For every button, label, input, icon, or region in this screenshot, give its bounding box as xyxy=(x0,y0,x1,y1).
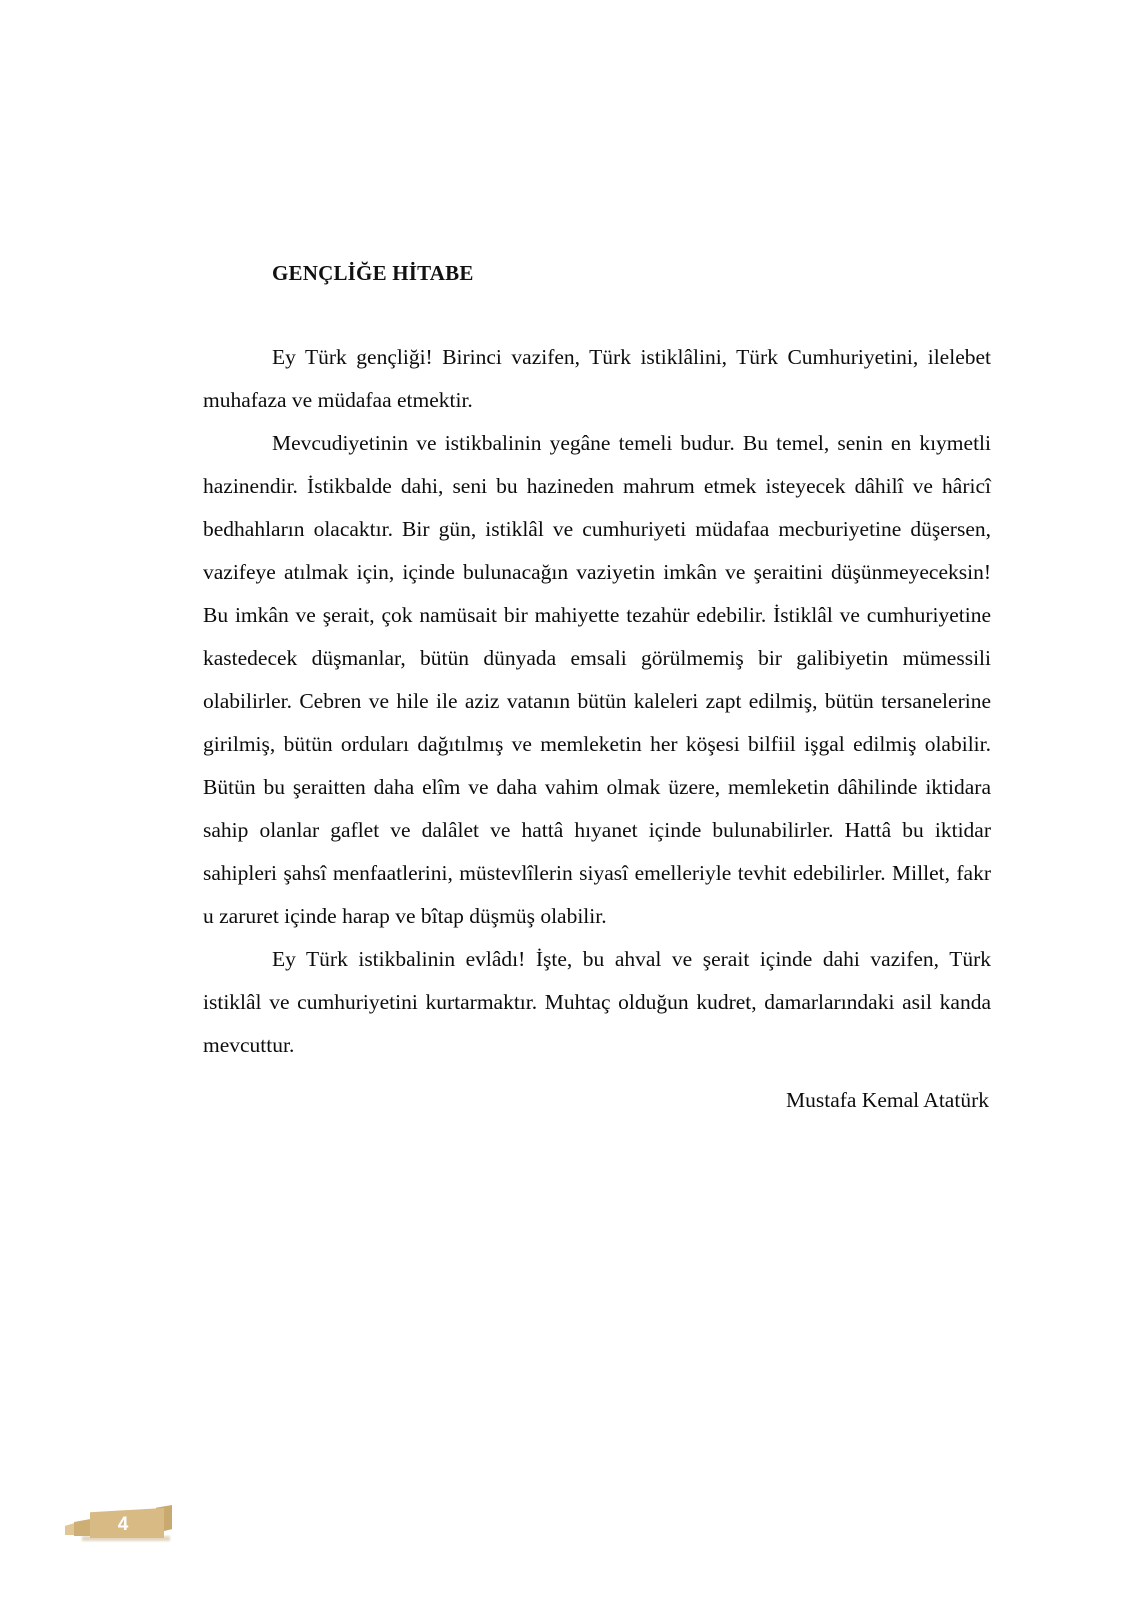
signature-line: Mustafa Kemal Atatürk xyxy=(785,1088,989,1112)
paragraph-3: Ey Türk istikbalinin evlâdı! İşte, bu ahval ve şerait içinde dahi vazifen, Türk istiklâl ve cumhuriyetini kurtarmaktır. Muhtaç olduğun kudret, damarlarındaki asil kanda mevcuttur. xyxy=(203,947,991,1057)
document-content xyxy=(203,258,991,1122)
page-title: GENÇLİĞE HİTABE xyxy=(272,261,474,285)
paragraph-2: Mevcudiyetinin ve istikbalinin yegâne temeli budur. Bu temel, senin en kıymetli hazinendir. İstikbalde dahi, seni bu hazineden mahrum etmek isteyecek dâhilî ve hâricî bedhahların olacaktır. Bir gün, istiklâl ve cumhuriyeti müdafaa mecburiyetine düşersen, vazifeye atılmak için, içinde bulunacağın vaziyetin imkân ve şeraitini düşünmeyeceksin! Bu imkân ve şerait, çok namüsait bir mahiyette tezahür edebilir. İstiklâl ve cumhuriyetine kastedecek düşmanlar, bütün dünyada emsali görülmemiş bir galibiyetin mümessili olabilirler. Cebren ve hile ile aziz vatanın bütün kaleleri zapt edilmiş, bütün tersanelerine girilmiş, bütün orduları dağıtılmış ve memleketin her köşesi bilfiil işgal edilmiş olabilir. Bütün bu şeraitten daha elîm ve daha vahim olmak üzere, memleketin dâhilinde iktidara sahip olanlar gaflet ve dalâlet ve hattâ hıyanet içinde bulunabilirler. Hattâ bu iktidar sahipleri şahsî menfaatlerini, müstevlîlerin siyasî emelleriyle tevhit edebilirler. Millet, fakr u zaruret içinde harap ve bîtap düşmüş olabilir. xyxy=(203,431,991,928)
document-body xyxy=(203,336,991,1122)
paragraph-1: Ey Türk gençliği! Birinci vazifen, Türk istiklâlini, Türk Cumhuriyetini, ilelebet muhafaza ve müdafaa etmektir. xyxy=(203,345,991,412)
page-number-label: 4 xyxy=(117,1514,129,1535)
page-number-badge xyxy=(62,1496,180,1548)
